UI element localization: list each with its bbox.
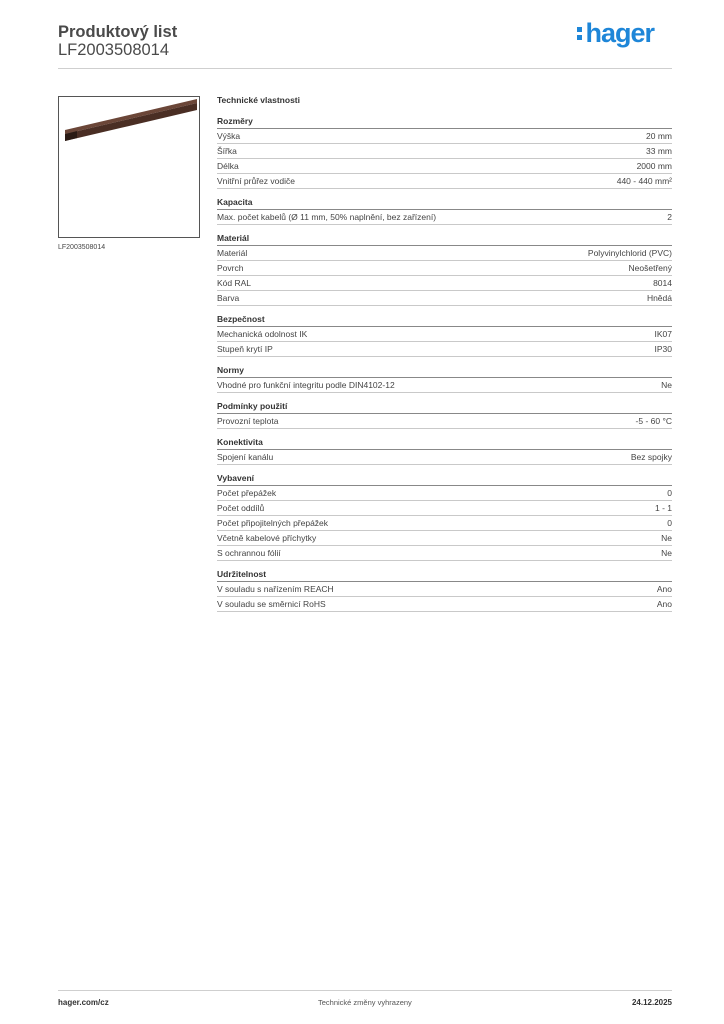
- spec-row: [217, 531, 672, 546]
- spec-value: IK07: [654, 329, 672, 339]
- spec-row: [217, 327, 672, 342]
- spec-group: [217, 568, 672, 612]
- spec-label: V souladu se směrnicí RoHS: [217, 599, 326, 609]
- spec-group: [217, 472, 672, 561]
- spec-value: 20 mm: [646, 131, 672, 141]
- spec-row: [217, 546, 672, 561]
- spec-row: [217, 129, 672, 144]
- spec-label: Povrch: [217, 263, 244, 273]
- product-image: [58, 96, 200, 238]
- spec-row: [217, 378, 672, 393]
- footer-website: hager.com/cz: [58, 998, 109, 1007]
- spec-group: [217, 196, 672, 225]
- spec-row: [217, 582, 672, 597]
- spec-row: [217, 291, 672, 306]
- spec-label: Včetně kabelové příchytky: [217, 533, 317, 543]
- hager-logo: [577, 19, 654, 47]
- spec-value: 2000 mm: [636, 161, 672, 171]
- spec-group-title: Kapacita: [217, 196, 672, 210]
- spec-value: Ne: [661, 533, 672, 543]
- image-caption: LF2003508014: [58, 244, 106, 251]
- spec-row: [217, 342, 672, 357]
- spec-value: IP30: [654, 344, 672, 354]
- spec-row: [217, 501, 672, 516]
- spec-label: Kód RAL: [217, 278, 252, 288]
- spec-row: [217, 414, 672, 429]
- product-code: LF2003508014: [58, 41, 170, 59]
- spec-group: [217, 364, 672, 393]
- spec-value: 1 - 1: [654, 503, 672, 513]
- spec-value: 8014: [653, 278, 672, 288]
- spec-label: V souladu s nařízením REACH: [217, 584, 334, 594]
- spec-value: 440 - 440 mm²: [616, 176, 672, 186]
- spec-label: Spojení kanálu: [217, 452, 274, 462]
- logo-text: hager: [585, 18, 654, 48]
- spec-row: [217, 210, 672, 225]
- spec-group-title: Rozměry: [217, 115, 672, 129]
- spec-group-title: Udržitelnost: [217, 568, 672, 582]
- spec-label: Materiál: [217, 248, 248, 258]
- spec-value: Ne: [661, 548, 672, 558]
- spec-row: [217, 174, 672, 189]
- spec-label: Délka: [217, 161, 239, 171]
- spec-value: 0: [667, 488, 672, 498]
- spec-value: Bez spojky: [630, 452, 672, 462]
- spec-group: [217, 313, 672, 357]
- spec-label: Vhodné pro funkční integritu podle DIN4102-12: [217, 380, 395, 390]
- spec-label: Max. počet kabelů (Ø 11 mm, 50% naplnění, bez zařízení): [217, 212, 437, 222]
- specs-heading: Technické vlastnosti: [217, 95, 300, 105]
- spec-label: Počet přepážek: [217, 488, 277, 498]
- spec-label: Stupeň krytí IP: [217, 344, 273, 354]
- spec-label: Provozní teplota: [217, 416, 279, 426]
- spec-value: Hnědá: [646, 293, 672, 303]
- spec-label: Počet oddílů: [217, 503, 265, 513]
- spec-value: 33 mm: [646, 146, 672, 156]
- spec-row: [217, 450, 672, 465]
- spec-row: [217, 261, 672, 276]
- spec-row: [217, 276, 672, 291]
- spec-row: [217, 246, 672, 261]
- spec-group-title: Materiál: [217, 232, 672, 246]
- spec-label: Mechanická odolnost IK: [217, 329, 308, 339]
- spec-value: Neošetřený: [628, 263, 672, 273]
- spec-group-title: Normy: [217, 364, 672, 378]
- spec-group: [217, 232, 672, 306]
- spec-label: Barva: [217, 293, 240, 303]
- footer-note: Technické změny vyhrazeny: [318, 998, 412, 1007]
- spec-value: 0: [667, 518, 672, 528]
- spec-value: Polyvinylchlorid (PVC): [587, 248, 672, 258]
- spec-groups: [217, 115, 672, 612]
- spec-label: S ochrannou fólií: [217, 548, 281, 558]
- spec-label: Vnitřní průřez vodiče: [217, 176, 295, 186]
- logo-dots-icon: [577, 27, 582, 43]
- page-title: Produktový list: [58, 23, 178, 41]
- spec-value: Ano: [656, 599, 672, 609]
- spec-row: [217, 159, 672, 174]
- spec-group-title: Konektivita: [217, 436, 672, 450]
- spec-group: [217, 400, 672, 429]
- spec-row: [217, 516, 672, 531]
- cable-duct-icon: [59, 97, 199, 237]
- spec-label: Počet připojitelných přepážek: [217, 518, 329, 528]
- spec-row: [217, 597, 672, 612]
- spec-row: [217, 486, 672, 501]
- spec-row: [217, 144, 672, 159]
- technical-specs: [217, 94, 672, 619]
- spec-group: [217, 115, 672, 189]
- spec-label: Výška: [217, 131, 241, 141]
- spec-value: Ano: [656, 584, 672, 594]
- spec-group-title: Bezpečnost: [217, 313, 672, 327]
- spec-group-title: Podmínky použití: [217, 400, 672, 414]
- spec-value: -5 - 60 °C: [635, 416, 672, 426]
- spec-value: 2: [667, 212, 672, 222]
- spec-group: [217, 436, 672, 465]
- spec-group-title: Vybavení: [217, 472, 672, 486]
- footer-date: 24.12.2025: [631, 998, 672, 1007]
- spec-label: Šířka: [217, 146, 237, 156]
- spec-value: Ne: [661, 380, 672, 390]
- page-footer: [58, 990, 672, 1011]
- page-header: [58, 18, 672, 69]
